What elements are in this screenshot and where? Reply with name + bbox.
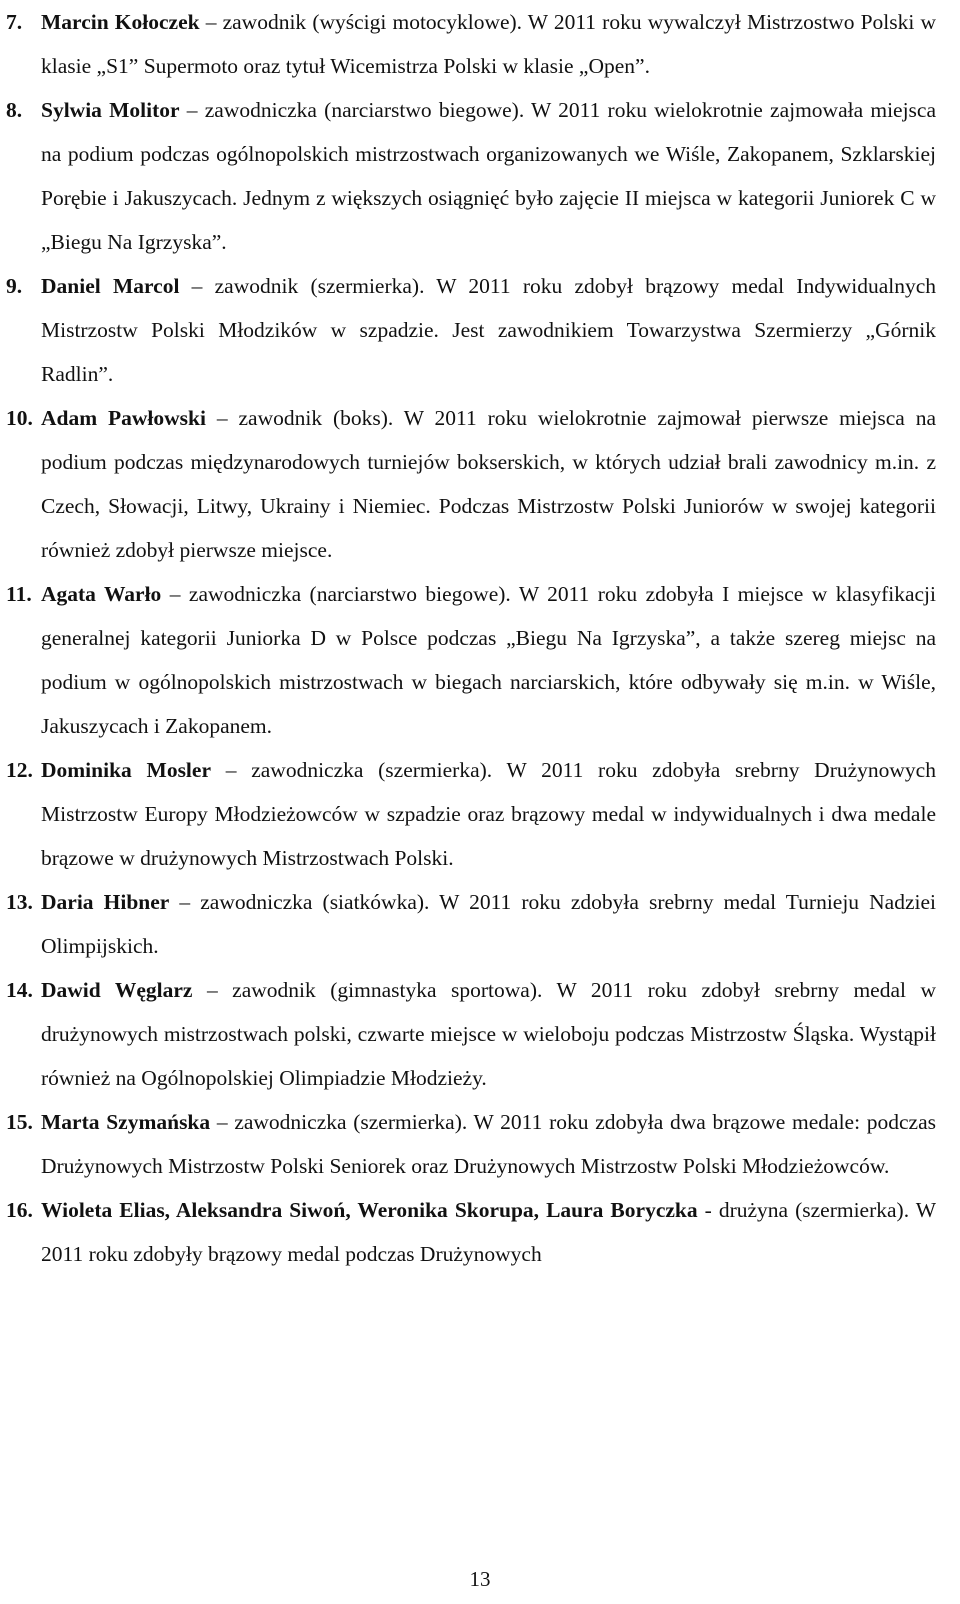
item-description: – zawodnik (szermierka). W 2011 roku zdobył brązowy medal Indywidualnych Mistrzostw Polski Młodzików w szpadzie. Jest zawodnikiem Towarzystwa Szermierzy „Górnik Radlin”.: [41, 274, 937, 386]
athlete-name: Dominika Mosler: [41, 758, 211, 782]
list-item: [0, 1188, 960, 1276]
item-number: 14.: [6, 978, 33, 1002]
item-number: 16.: [6, 1198, 33, 1222]
athlete-name: Sylwia Molitor: [41, 98, 180, 122]
item-description: – zawodniczka (narciarstwo biegowe). W 2011 roku wielokrotnie zajmowała miejsca na podium podczas ogólnopolskich mistrzostwach organizowanych we Wiśle, Zakopanem, Szklarskiej Porębie i Jakuszycach. Jednym z większych osiągnięć było zajęcie II miejsca w kategorii Juniorek C w „Biegu Na Igrzyska”.: [41, 98, 937, 254]
athlete-name: Wioleta Elias, Aleksandra Siwoń, Weronika Skorupa, Laura Boryczka: [41, 1198, 698, 1222]
item-number: 15.: [6, 1110, 33, 1134]
item-number: 9.: [6, 274, 23, 298]
list-item: [0, 748, 960, 880]
item-description: – zawodniczka (narciarstwo biegowe). W 2011 roku zdobyła I miejsce w klasyfikacji generalnej kategorii Juniorka D w Polsce podczas „Biegu Na Igrzyska”, a także szereg miejsc na podium w ogólnopolskich mistrzostwach w biegach narciarskich, które odbywały się m.in. w Wiśle, Jakuszycach i Zakopanem.: [41, 582, 936, 738]
item-description: – zawodniczka (szermierka). W 2011 roku zdobyła dwa brązowe medale: podczas Drużynowych Mistrzostw Polski Seniorek oraz Drużynowych Mistrzostw Polski Młodzieżowców.: [41, 1110, 937, 1178]
item-number: 12.: [6, 758, 33, 782]
list-item: [0, 396, 960, 572]
page-number: 13: [469, 1567, 491, 1591]
athlete-name: Dawid Węglarz: [41, 978, 193, 1002]
list-item: [0, 88, 960, 264]
athlete-name: Daniel Marcol: [41, 274, 180, 298]
athlete-name: Marcin Kołoczek: [41, 10, 200, 34]
item-number: 8.: [6, 98, 23, 122]
list-item: [0, 1100, 960, 1188]
item-number: 7.: [6, 10, 23, 34]
item-description: – zawodnik (wyścigi motocyklowe). W 2011 roku wywalczył Mistrzostwo Polski w klasie „S1” Supermoto oraz tytuł Wicemistrza Polski w klasie „Open”.: [41, 10, 937, 78]
item-number: 13.: [6, 890, 33, 914]
item-description: - drużyna (szermierka). W 2011 roku zdobyły brązowy medal podczas Drużynowych: [41, 1198, 937, 1266]
list-item: [0, 0, 960, 88]
item-description: – zawodniczka (siatkówka). W 2011 roku zdobyła srebrny medal Turnieju Nadziei Olimpijskich.: [41, 890, 936, 958]
list-item: [0, 968, 960, 1100]
athlete-name: Agata Warło: [41, 582, 162, 606]
item-description: – zawodniczka (szermierka). W 2011 roku zdobyła srebrny Drużynowych Mistrzostw Europy Młodzieżowców w szpadzie oraz brązowy medal w indywidualnych i dwa medale brązowe w drużynowych Mistrzostwach Polski.: [41, 758, 936, 870]
athlete-name: Daria Hibner: [41, 890, 170, 914]
item-description: – zawodnik (boks). W 2011 roku wielokrotnie zajmował pierwsze miejsca na podium podczas międzynarodowych turniejów bokserskich, w których udział brali zawodnicy m.in. z Czech, Słowacji, Litwy, Ukrainy i Niemiec. Podczas Mistrzostw Polski Juniorów w swojej kategorii również zdobył pierwsze miejsce.: [41, 406, 936, 562]
athlete-name: Adam Pawłowski: [41, 406, 206, 430]
item-description: – zawodnik (gimnastyka sportowa). W 2011 roku zdobył srebrny medal w drużynowych mistrzostwach polski, czwarte miejsce w wieloboju podczas Mistrzostw Śląska. Wystąpił również na Ogólnopolskiej Olimpiadzie Młodzieży.: [41, 978, 937, 1090]
item-number: 10.: [6, 406, 33, 430]
list-item: [0, 880, 960, 968]
list-item: [0, 572, 960, 748]
list-item: [0, 264, 960, 396]
item-number: 11.: [6, 582, 32, 606]
athlete-name: Marta Szymańska: [41, 1110, 211, 1134]
